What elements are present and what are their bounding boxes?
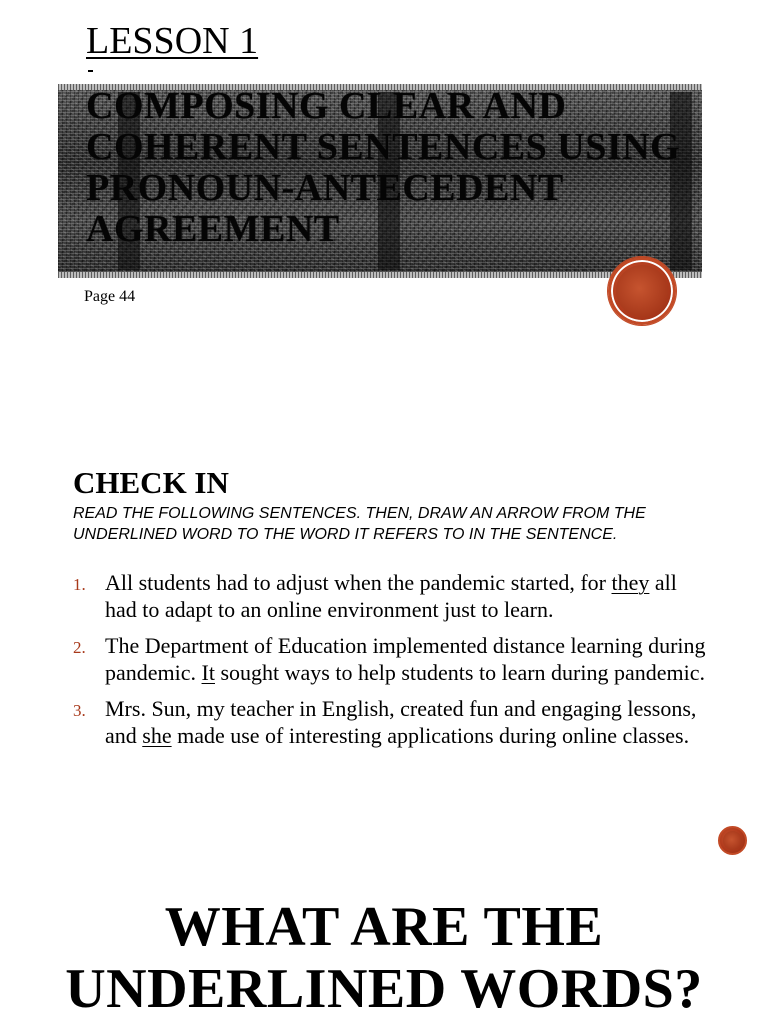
sentence-text: all had to adapt to an online environment just to learn. xyxy=(105,570,677,622)
sentence-text: made use of interesting applications during online classes. xyxy=(171,722,690,748)
check-in-heading: CHECK IN xyxy=(73,465,229,500)
list-item xyxy=(73,696,713,749)
page-reference: Page 44 xyxy=(84,288,136,305)
sentence-text: sought ways to help students to learn during pandemic. xyxy=(214,659,706,685)
accent-circle-icon xyxy=(608,257,676,325)
underlined-word: It xyxy=(201,659,215,685)
title-banner xyxy=(58,84,702,278)
accent-circle-inner xyxy=(723,831,742,850)
sentence-list xyxy=(73,570,713,759)
list-number: 3. xyxy=(73,701,86,720)
list-item xyxy=(73,633,713,686)
banner-bottom-stripe xyxy=(58,272,702,278)
list-number: 2. xyxy=(73,638,86,657)
lesson-title: LESSON 1 xyxy=(86,20,259,62)
sentence-text: All students had to adjust when the pandemic started, for xyxy=(105,570,612,595)
list-number: 1. xyxy=(73,575,86,594)
list-item xyxy=(73,570,713,623)
accent-circle-icon xyxy=(718,826,747,855)
sentence-text: Mrs. Sun, my teacher in English, created fun and engaging lessons, and xyxy=(105,696,697,748)
title-dash xyxy=(88,70,93,72)
underlined-word: she xyxy=(142,722,172,748)
question-title: WHAT ARE THE UNDERLINED WORDS? xyxy=(65,896,703,1020)
sentence-text: The Department of Education implemented distance learning during pandemic. xyxy=(105,633,706,685)
underlined-word: they xyxy=(611,570,650,595)
instructions-text: READ THE FOLLOWING SENTENCES. THEN, DRAW AN ARROW FROM THE UNDERLINED WORD TO THE WORD IT REFERS TO IN THE SENTENCE. xyxy=(73,505,646,543)
lesson-topic-title: COMPOSING CLEAR AND COHERENT SENTENCES USING PRONOUN-ANTECEDENT AGREEMENT xyxy=(86,85,681,250)
accent-circle-inner xyxy=(616,265,668,317)
